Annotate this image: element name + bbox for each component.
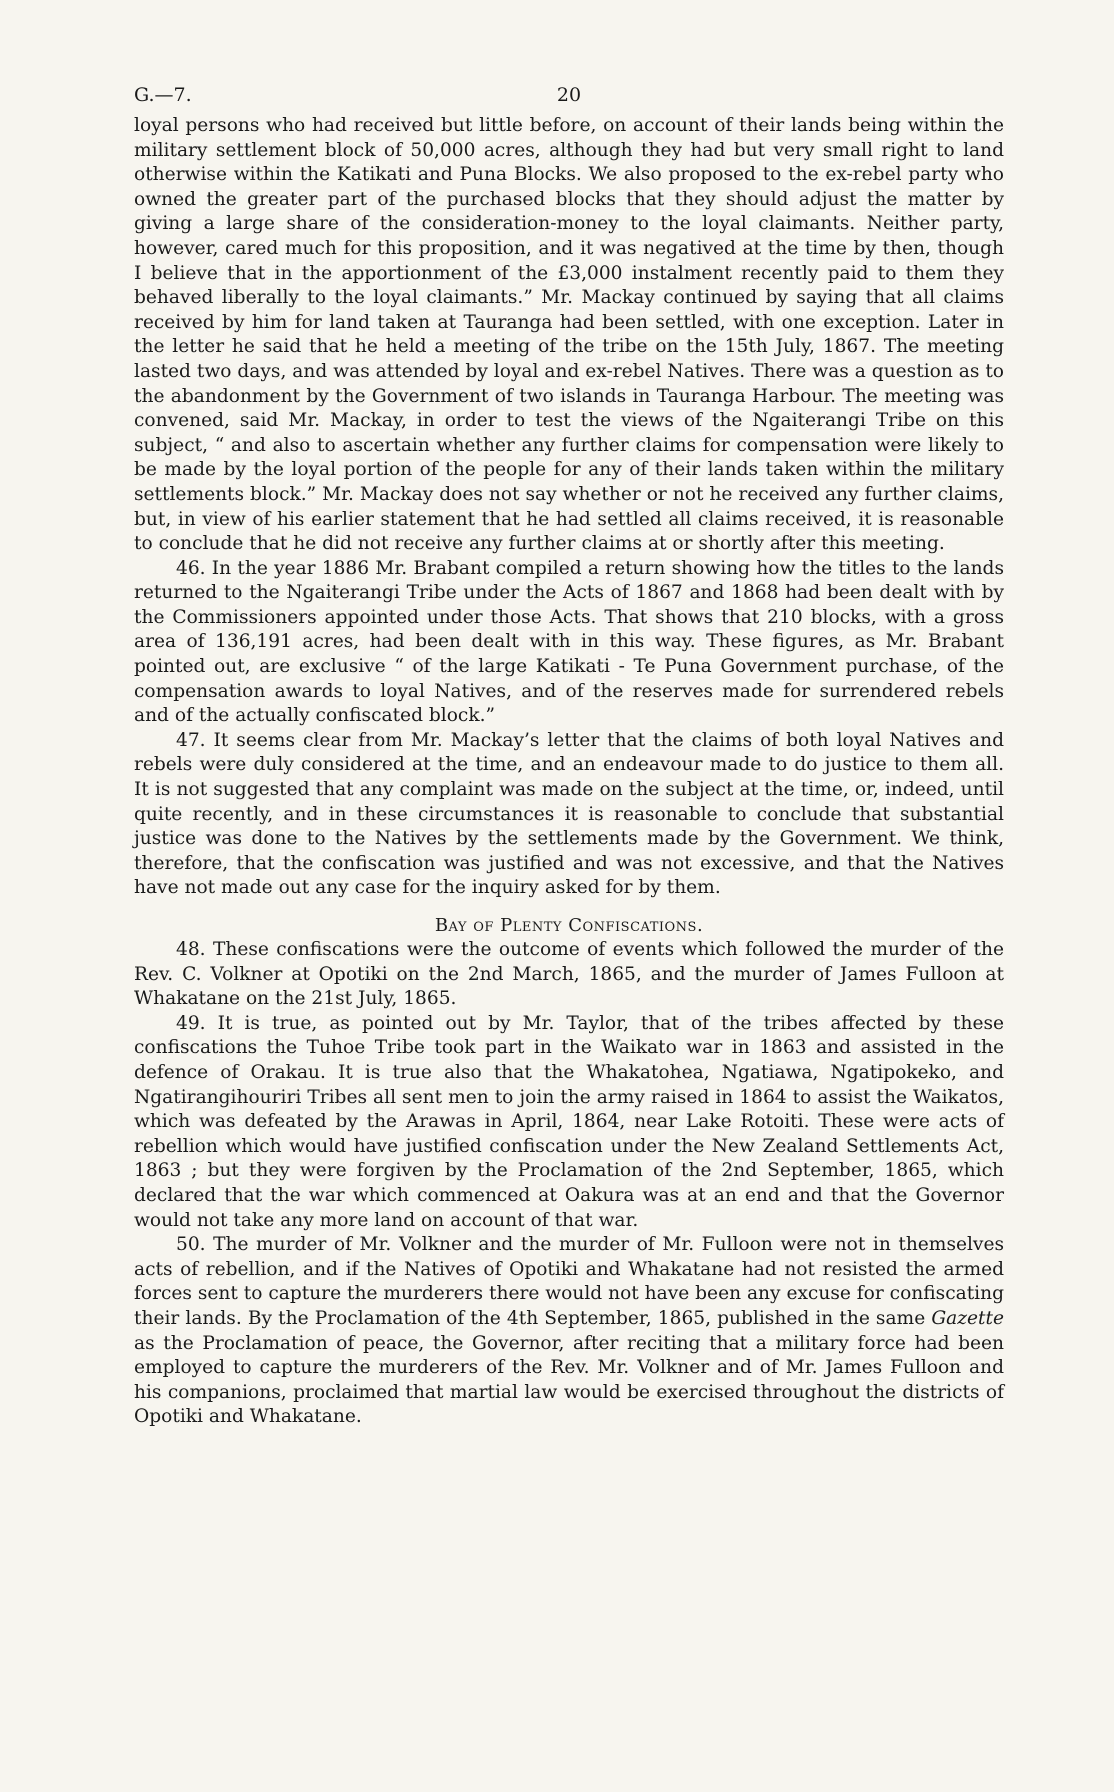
page-header (134, 78, 1004, 114)
paragraph-continued: loyal persons who had received but little before, on account of their lands being within the military settlement block of 50,000 acres, although they had but very small right to land otherwise within the Katikati and Puna Blocks. We also proposed to the ex-rebel party who owned the greater part of the purchased blocks that they should adjust the matter by giving a large share of the consideration-money to the loyal claimants. Neither party, however, cared much for this proposition, and it was negatived at the time by then, though I believe that in the apportionment of the £3,000 instalment recently paid to them they behaved liberally to the loyal claimants.” Mr. Mackay continued by saying that all claims received by him for land taken at Tauranga had been settled, with one exception. Later in the letter he said that he held a meeting of the tribe on the 15th July, 1867. The meeting lasted two days, and was attended by loyal and ex-rebel Natives. There was a question as to the abandonment by the Government of two islands in Tauranga Harbour. The meeting was convened, said Mr. Mackay, in order to test the views of the Ngaiterangi Tribe on this subject, “ and also to ascertain whether any further claims for compensation were likely to be made by the loyal portion of the people for any of their lands taken within the military settlements block.” Mr. Mackay does not say whether or not he received any further claims, but, in view of his earlier statement that he had settled all claims received, it is reasonable to conclude that he did not receive any further claims at or shortly after this meeting. (134, 115, 1004, 555)
document-reference: G.—7. (134, 84, 192, 106)
section-heading: Bay of Plenty Confiscations. (434, 915, 704, 936)
paragraph-49: 49. It is true, as pointed out by Mr. Taylor, that of the tribes affected by these confiscations the Tuhoe Tribe took part in the Waikato war in 1863 and assisted in the defence of Orakau. It is true also that the Whakatohea, Ngatiawa, Ngatipokeko, and Ngatirangihouriri Tribes all sent men to join the army raised in 1864 to assist the Waikatos, which was defeated by the Arawas in April, 1864, near Lake Rotoiti. These were acts of rebellion which would have justified confiscation under the New Zealand Settlements Act, 1863 ; but they were forgiven by the Proclamation of the 2nd September, 1865, which declared that the war which commenced at Oakura was at an end and that the Governor would not take any more land on account of that war. (134, 1012, 1004, 1231)
paragraph-47: 47. It seems clear from Mr. Mackay’s letter that the claims of both loyal Natives and rebels were duly considered at the time, and an endeavour made to do justice to them all. It is not suggested that any complaint was made on the subject at the time, or, indeed, until quite recently, and in these circumstances it is reasonable to conclude that substantial justice was done to the Natives by the settlements made by the Government. We think, therefore, that the confiscation was justified and was not excessive, and that the Natives have not made out any case for the inquiry asked for by them. (134, 729, 1004, 899)
gazette-italic: Gazette (931, 1307, 1004, 1329)
paragraph-46: 46. In the year 1886 Mr. Brabant compiled a return showing how the titles to the lands returned to the Ngaiterangi Tribe under the Acts of 1867 and 1868 had been dealt with by the Commissioners appointed under those Acts. That shows that 210 blocks, with a gross area of 136,191 acres, had been dealt with in this way. These figures, as Mr. Brabant pointed out, are exclusive “ of the large Katikati - Te Puna Government purchase, of the compensation awards to loyal Natives, and of the reserves made for surrendered rebels and of the actually confiscated block.” (134, 557, 1004, 727)
paragraph-50-text-a: 50. The murder of Mr. Volkner and the murder of Mr. Fulloon were not in themselves acts of rebellion, and if the Natives of Opotiki and Whakatane had not resisted the armed forces sent to capture the murderers there would not have been any excuse for confiscating their lands. By the Proclamation of the 4th September, 1865, published in the same (134, 1234, 1004, 1329)
paragraph-50-text-b: as the Proclamation of peace, the Governor, after reciting that a military force had been employed to capture the murderers of the Rev. Mr. Volkner and of Mr. James Fulloon and his companions, proclaimed that martial law would be exercised throughout the districts of Opotiki and Whakatane. (134, 1332, 1004, 1428)
paragraph-48: 48. These confiscations were the outcome of events which followed the murder of the Rev. C. Volkner at Opotiki on the 2nd March, 1865, and the murder of James Fulloon at Whakatane on the 21st July, 1865. (134, 939, 1004, 1010)
page-body (134, 114, 1004, 1430)
page-number: 20 (556, 84, 582, 106)
paragraph-50 (134, 1233, 1004, 1430)
